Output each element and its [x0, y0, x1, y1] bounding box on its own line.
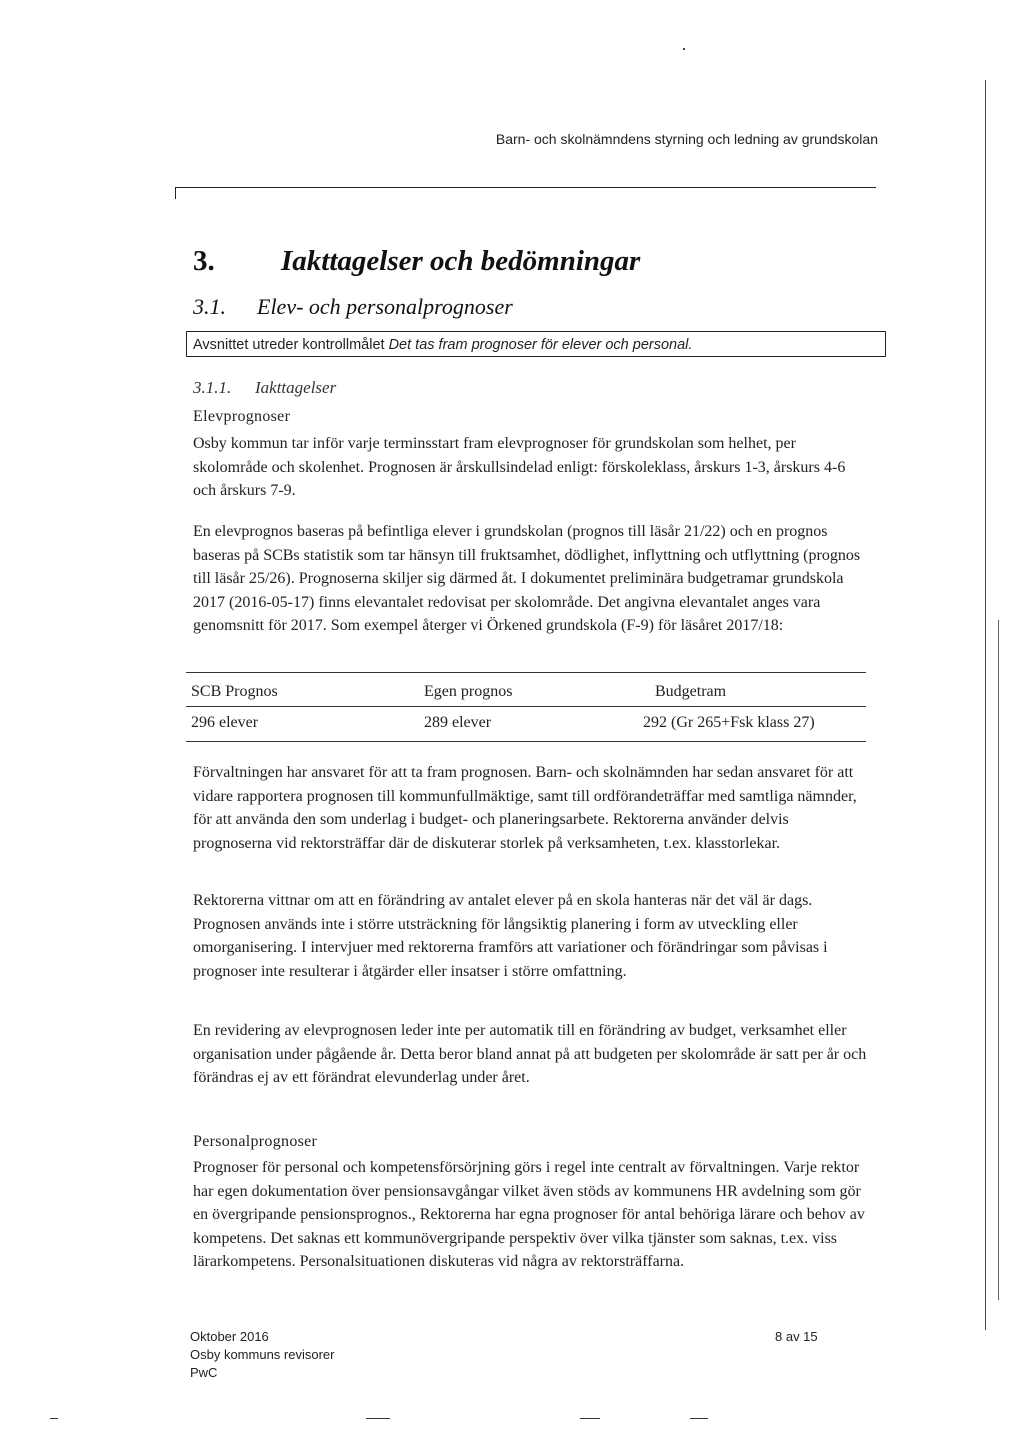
paragraph-text: En revidering av elevprognosen leder inte per automatik till en förändring av budget, verksamhet eller organisation under pågående år. Detta beror bland annat på att budgeten per skolområde är satt per år och förändras ej av ett förändrat elevunderlag under året.: [193, 1022, 867, 1086]
paragraph-after-3: [193, 1019, 869, 1090]
paragraph-text: En elevprognos baseras på befintliga elever i grundskolan (prognos till läsår 21/22) och en prognos baseras på SCBs statistik som tar hänsyn till fruktsamhet, dödlighet, inflyttning och utflyttning (prognos till läsår 25/26). Prognoserna skiljer sig därmed åt. I dokumentet preliminära budgetramar grundskola 2017 (2016-05-17) finns elevantalet redovisat per skolområde. Det angivna elevantalet anges vara genomsnitt för 2017. Som exempel återger vi Örkened grundskola (F-9) för läsåret 2017/18:: [193, 523, 861, 634]
section-heading-3-1: [193, 294, 513, 320]
table-cell-budgetram: 292 (Gr 265+Fsk klass 27): [643, 714, 815, 731]
footer-date: Oktober 2016: [190, 1329, 269, 1344]
subheading-elevprognoser: Elevprognoser: [193, 408, 291, 425]
table-header-scb: SCB Prognos: [191, 683, 278, 700]
subheading-personalprognoser: Personalprognoser: [193, 1133, 318, 1150]
scan-mark: [366, 1418, 390, 1419]
heading1-title: Iakttagelser och bedömningar: [281, 245, 641, 277]
paragraph-elev-2: [193, 520, 869, 638]
paragraph-after-2: [193, 889, 869, 983]
running-header: Barn- och skolnämndens styrning och ledning av grundskolan: [495, 131, 878, 147]
header-rule-tick: [175, 187, 176, 199]
scope-prefix: Avsnittet utreder kontrollmålet: [193, 337, 389, 353]
footer-page-number: 8 av 15: [775, 1329, 818, 1344]
table-top-rule: [186, 672, 866, 673]
table-header-rule: [186, 706, 866, 707]
footer-firm: PwC: [190, 1365, 218, 1380]
heading3-number: 3.1.1.: [193, 378, 232, 397]
heading2-title: Elev- och personalprognoser: [257, 294, 513, 319]
scan-mark: [50, 1418, 58, 1419]
table-cell-scb: 296 elever: [191, 714, 259, 731]
table-bottom-rule: [186, 741, 866, 742]
header-rule: [175, 187, 876, 188]
heading2-number: 3.1.: [193, 294, 226, 319]
section-heading-3: [193, 245, 640, 278]
footer-org: Osby kommuns revisorer: [190, 1347, 335, 1362]
scan-edge-line: [985, 80, 986, 1330]
scope-italic: Det tas fram prognoser för elever och personal.: [388, 337, 693, 353]
heading3-title: Iakttagelser: [255, 378, 337, 397]
scan-mark: [580, 1418, 600, 1419]
paragraph-text: Prognoser för personal och kompetensförsörjning görs i regel inte centralt av förvaltningen. Varje rektor har egen dokumentation över pensionsavgångar vilket även stöds av kommunens HR avdelning som gör en övergripande pensionsprognos., Rektorerna har egna prognoser för antal behöriga lärare och behov av kompetens. Det saknas ett kommunövergripande perspektiv över vilka tjänster som saknas, t.ex. viss lärarkompetens. Personalsituationen diskuteras vid några av rektorsträffarna.: [193, 1159, 865, 1270]
footer-left: [190, 1328, 334, 1382]
table-cell-egen: 289 elever: [424, 714, 492, 731]
table-header-budgetram: Budgetram: [655, 683, 727, 700]
paragraph-text: Osby kommun tar inför varje terminsstart fram elevprognoser för grundskolan som helhet, per skolområde och skolenhet. Prognosen är årskullsindelad enligt: förskoleklass, årskurs 1-3, årskurs 4-6 och årskurs 7-9.: [193, 435, 846, 499]
paragraph-elev-1: [193, 432, 869, 503]
scan-mark: [690, 1418, 708, 1419]
paragraph-text: Förvaltningen har ansvaret för att ta fram prognosen. Barn- och skolnämnden har sedan ansvaret för att vidare rapportera prognosen till kommunfullmäktige, samt till ordförandeträffar med samtliga nämnder, för att använda den som underlag i budget- och planeringsarbete. Rektorerna använder delvis prognoserna vid rektorsträffar där de diskuterar storlek på verksamheten, t.ex. klasstorlekar.: [193, 764, 857, 852]
table-header-egen: Egen prognos: [424, 683, 513, 700]
control-objective-box: [186, 331, 886, 357]
scan-edge-line-inner: [998, 620, 999, 1300]
section-heading-3-1-1: [193, 378, 336, 398]
paragraph-personal-1: [193, 1156, 869, 1274]
heading1-number: 3.: [193, 245, 215, 277]
paragraph-after-1: [193, 761, 869, 855]
scan-dot: [683, 48, 685, 50]
paragraph-text: Rektorerna vittnar om att en förändring av antalet elever på en skola hanteras när det väl är dags. Prognosen används inte i större utsträckning för långsiktig planering i form av utveckling eller omorganisering. I intervjuer med rektorerna framförs att variationer och förändringar som påvisas i prognoser inte resulterar i åtgärder eller insatser i större omfattning.: [193, 892, 828, 980]
